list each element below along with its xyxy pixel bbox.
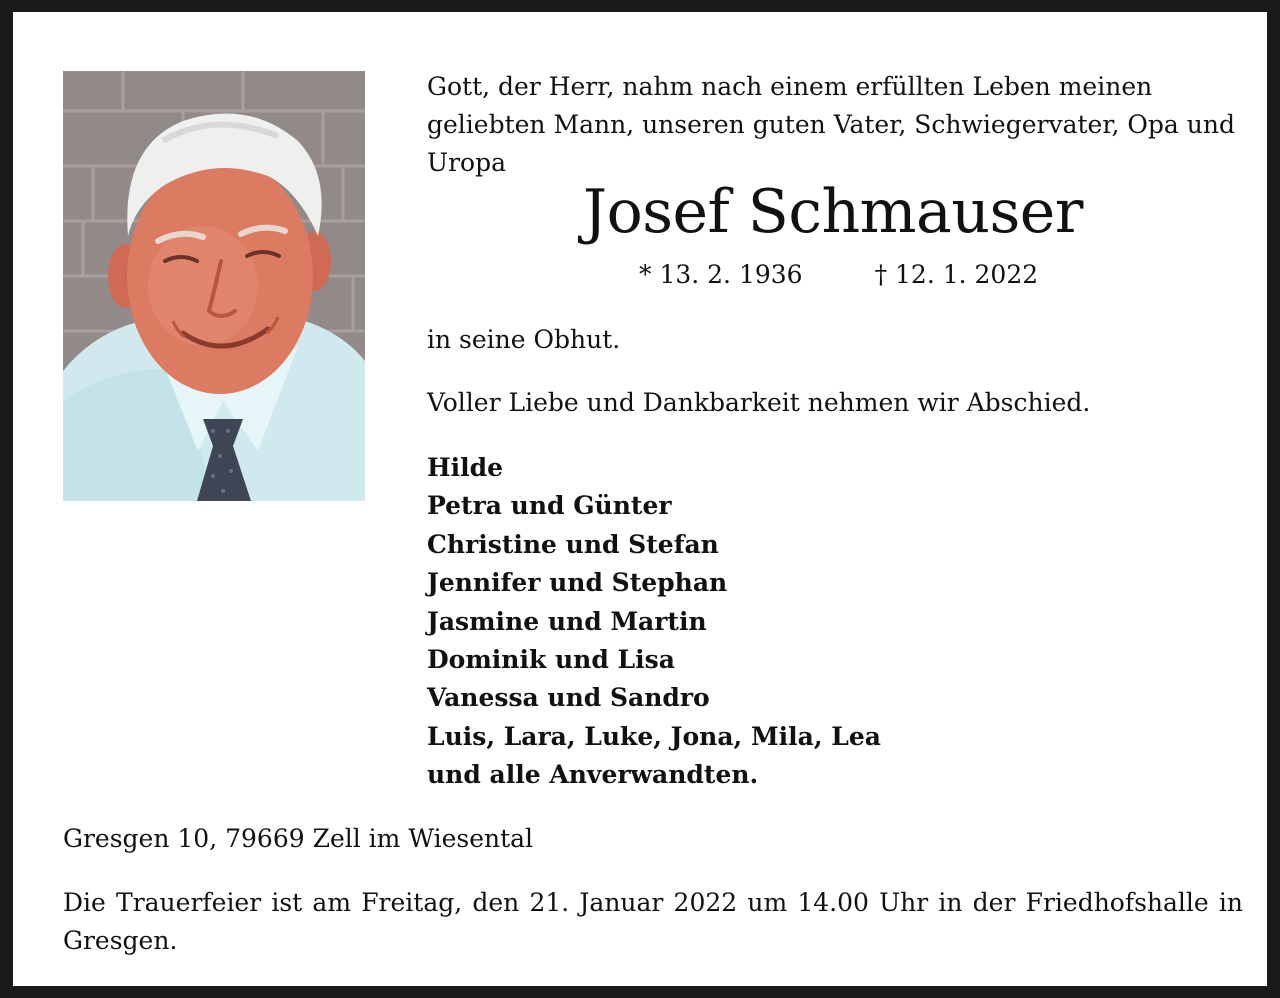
mourner-line: Dominik und Lisa [427, 645, 675, 675]
mourner-line: und alle Anverwandten. [427, 760, 759, 790]
deceased-name: Josef Schmauser [583, 177, 1083, 247]
death-date: † 12. 1. 2022 [874, 260, 1039, 289]
mourner-line: Jennifer und Stephan [427, 568, 728, 598]
birth-date: * 13. 2. 1936 [639, 260, 803, 289]
life-dates [639, 258, 1038, 292]
farewell-text: Voller Liebe und Dankbarkeit nehmen wir Abschied. [427, 388, 1091, 417]
mourner-line: Jasmine und Martin [427, 606, 707, 636]
mourner-line: Vanessa und Sandro [427, 683, 710, 713]
mourner-line: Hilde [427, 453, 504, 482]
mourner-line: Christine und Stefan [427, 529, 719, 559]
intro-text: Gott, der Herr, nahm nach einem erfüllten Leben meinen geliebten Mann, unseren guten Vater, Schwiegervater, Opa und Uropa [427, 72, 1235, 177]
obhut-text: in seine Obhut. [427, 325, 621, 354]
portrait-photo [63, 71, 365, 501]
mourner-line: Petra und Günter [427, 491, 672, 521]
mourner-line: Luis, Lara, Luke, Jona, Mila, Lea [427, 721, 881, 751]
address-text: Gresgen 10, 79669 Zell im Wiesental [63, 824, 534, 853]
ceremony-text: Die Trauerfeier ist am Freitag, den 21. Januar 2022 um 14.00 Uhr in der Friedhofshalle in Gresgen. [63, 888, 1243, 955]
mourners-list [427, 449, 881, 795]
